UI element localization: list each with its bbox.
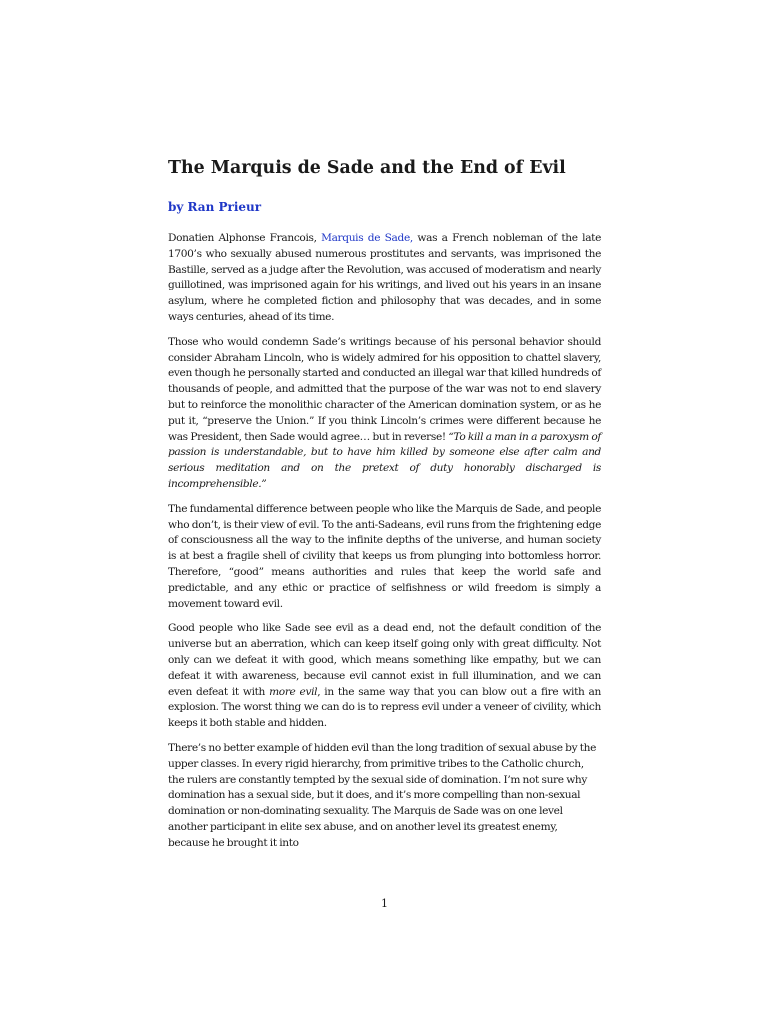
paragraph-1 (168, 231, 601, 326)
sade-quote: “To kill a man in a paroxysm of passion is understandable, but to have him killed by someone else after calm and serious meditation and on the pretext of duty honorably discharged is incomprehensible.” (168, 430, 601, 490)
paragraph-4-text-end: , in the same way that you can blow out a fire with an explosion. The worst thing we can do is to repress evil under a veneer of civility, which keeps it both stable and hidden. (168, 685, 601, 730)
paragraph-3-text: The fundamental difference between people who like the Marquis de Sade, and people who don’t, is their view of evil. To the anti-Sadeans, evil runs from the frightening edge of consciousness all the way to the infinite depths of the universe, and human society is at best a fragile shell of civility that keeps us from plunging into bottomless horror. Therefore, “good” means authorities and rules that keep the world safe and predictable, and any ethic or practice of selfishness or wild freedom is simply a movement toward evil. (168, 502, 601, 610)
emphasis-more-evil: more evil (269, 685, 318, 698)
paragraph-1-text-end: was a French nobleman of the late 1700’s who sexually abused numerous prostitutes and servants, was imprisoned the Bastille, served as a judge after the Revolution, was accused of moderatism and nearly guillotined, was imprisoned again for his writings, and lived out his years in an insane asylum, where he completed fiction and philosophy that was decades, and in some ways centuries, ahead of its time. (168, 232, 601, 323)
paragraph-4-text-start: Good people who like Sade see evil as a dead end, not the default condition of the universe but an aberration, which can keep itself going only with great difficulty. Not only can we defeat it with good, which means something like empathy, but we can defeat it with awareness, because evil cannot exist in full illumination, and we can even defeat it with (168, 622, 601, 698)
paragraph-5 (168, 741, 601, 852)
document-title: The Marquis de Sade and the End of Evil (168, 158, 566, 178)
marquis-de-sade-link[interactable]: Marquis de Sade, (321, 232, 413, 244)
document-body (168, 231, 601, 851)
paragraph-3 (168, 502, 601, 613)
page-number: 1 (381, 897, 388, 910)
paragraph-2 (168, 335, 601, 493)
paragraph-1-text-start: Donatien Alphonse Francois, (168, 232, 322, 244)
paragraph-5-text: There’s no better example of hidden evil than the long tradition of sexual abuse by the upper classes. In every rigid hierarchy, from primitive tribes to the Catholic church, the rulers are constantly tempted by the sexual side of domination. I’m not sure why domination has a sexual side, but it does, and it’s more compelling than non-sexual domination or non-dominating sexuality. The Marquis de Sade was on one level another participant in elite sex abuse, and on another level its greatest enemy, because he brought it into (168, 741, 597, 849)
paragraph-2-text: Those who would condemn Sade’s writings because of his personal behavior should consider Abraham Lincoln, who is widely admired for his opposition to chattel slavery, even though he personally started and conducted an illegal war that killed hundreds of thousands of people, and admitted that the purpose of the war was not to end slavery but to reinforce the monolithic character of the American domination system, or as he put it, “preserve the Union.” If you think Lincoln’s crimes were different because he was President, then Sade would agree… but in reverse! (168, 335, 601, 443)
paragraph-4 (168, 621, 601, 732)
author-byline: by Ran Prieur (168, 200, 262, 214)
